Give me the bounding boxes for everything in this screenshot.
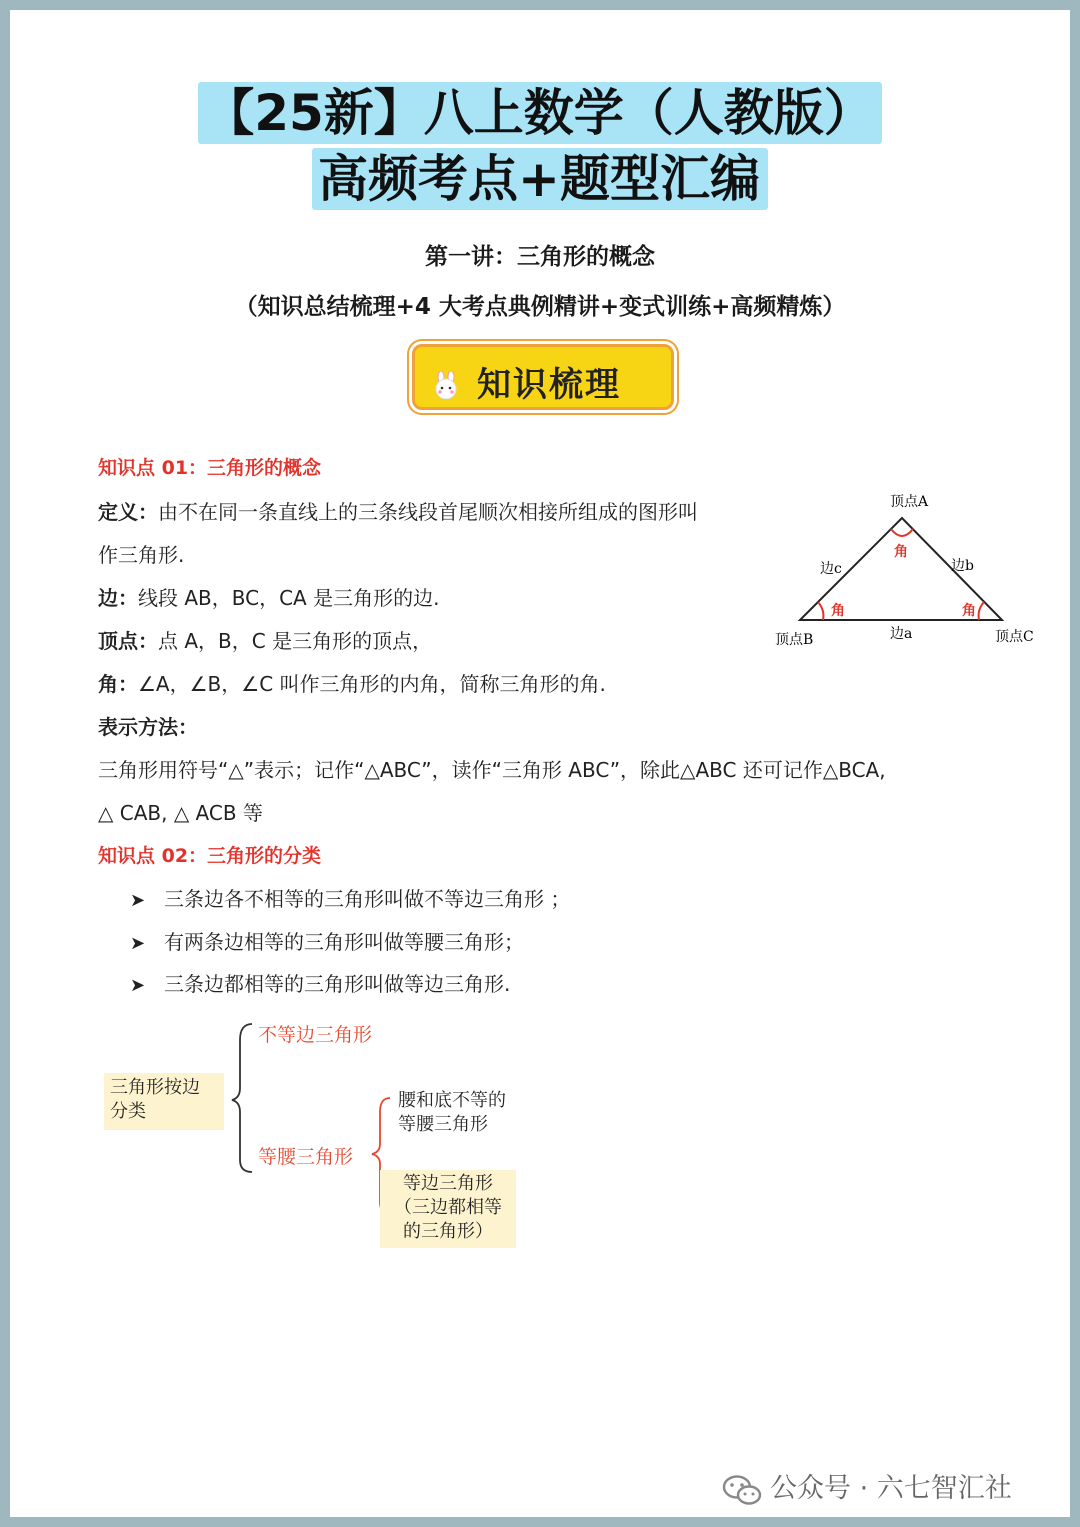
badge-label: 知识梳理 [477, 365, 621, 405]
lecture-subtitle: （知识总结梳理+4 大考点典例精讲+变式训练+高频精炼） [234, 294, 846, 320]
kp1-heading: 知识点 01：三角形的概念 [98, 457, 322, 479]
tree-branch-scalene: 不等边三角形 [258, 1024, 373, 1046]
vertex-line: 顶点：点 A，B，C 是三角形的顶点， [98, 629, 433, 653]
tree-leaf-non-equilateral: 腰和底不等的 等腰三角形 [398, 1090, 506, 1135]
arrow-bullet-icon: ➤ [130, 975, 146, 996]
side-c-label: 边c [820, 561, 842, 577]
document-page [10, 10, 1070, 1517]
angle-arc-b [818, 602, 823, 620]
notation-line-2: △ CAB, △ ACB 等 [98, 801, 263, 825]
list-item: ➤ 有两条边相等的三角形叫做等腰三角形； [130, 930, 524, 954]
angle-line: 角：∠A，∠B，∠C 叫作三角形的内角，简称三角形的角. [98, 672, 606, 696]
bunny-icon [431, 371, 461, 399]
wechat-icon [722, 1474, 762, 1506]
side-line: 边：线段 AB，BC，CA 是三角形的边. [98, 586, 440, 610]
definition-line-2: 作三角形. [98, 543, 185, 567]
tree-root: 三角形按边 分类 [104, 1073, 224, 1130]
arrow-bullet-icon: ➤ [130, 890, 146, 911]
section-badge [412, 344, 674, 410]
triangle-diagram [765, 488, 1065, 658]
list-item: ➤ 三条边各不相等的三角形叫做不等边三角形 ； [130, 887, 571, 911]
angle-c-label: 角 [962, 603, 976, 619]
tree-leaf-equilateral: 等边三角形 （三边都相等 的三角形） [380, 1170, 516, 1248]
notation-label: 表示方法： [98, 715, 198, 739]
title-line-1: 【25新】八上数学（人教版） [10, 82, 1070, 144]
tree-branch-isosceles: 等腰三角形 [258, 1146, 354, 1168]
angle-arc-a [891, 529, 913, 536]
side-a-label: 边a [890, 626, 913, 642]
list-item: ➤ 三条边都相等的三角形叫做等边三角形. [130, 972, 511, 996]
arrow-bullet-icon: ➤ [130, 933, 146, 954]
vertex-c-label: 顶点C [995, 629, 1034, 645]
vertex-b-label: 顶点B [775, 632, 814, 648]
definition-line: 定义：由不在同一条直线上的三条线段首尾顺次相接所组成的图形叫 [98, 500, 698, 524]
angle-b-label: 角 [831, 603, 845, 619]
title-line-2: 高频考点+题型汇编 [10, 148, 1070, 210]
notation-line-1: 三角形用符号“△”表示；记作“△ABC”，读作“三角形 ABC”，除此△ABC 还可记作△BCA, [98, 758, 886, 782]
vertex-a-label: 顶点A [890, 494, 929, 510]
angle-a-label: 角 [894, 544, 908, 560]
side-b-label: 边b [951, 558, 974, 574]
angle-arc-c [979, 602, 984, 620]
footer-watermark: 公众号 · 六七智汇社 [722, 1466, 1012, 1506]
lecture-title: 第一讲：三角形的概念 [425, 244, 655, 270]
kp2-heading: 知识点 02：三角形的分类 [98, 845, 322, 867]
